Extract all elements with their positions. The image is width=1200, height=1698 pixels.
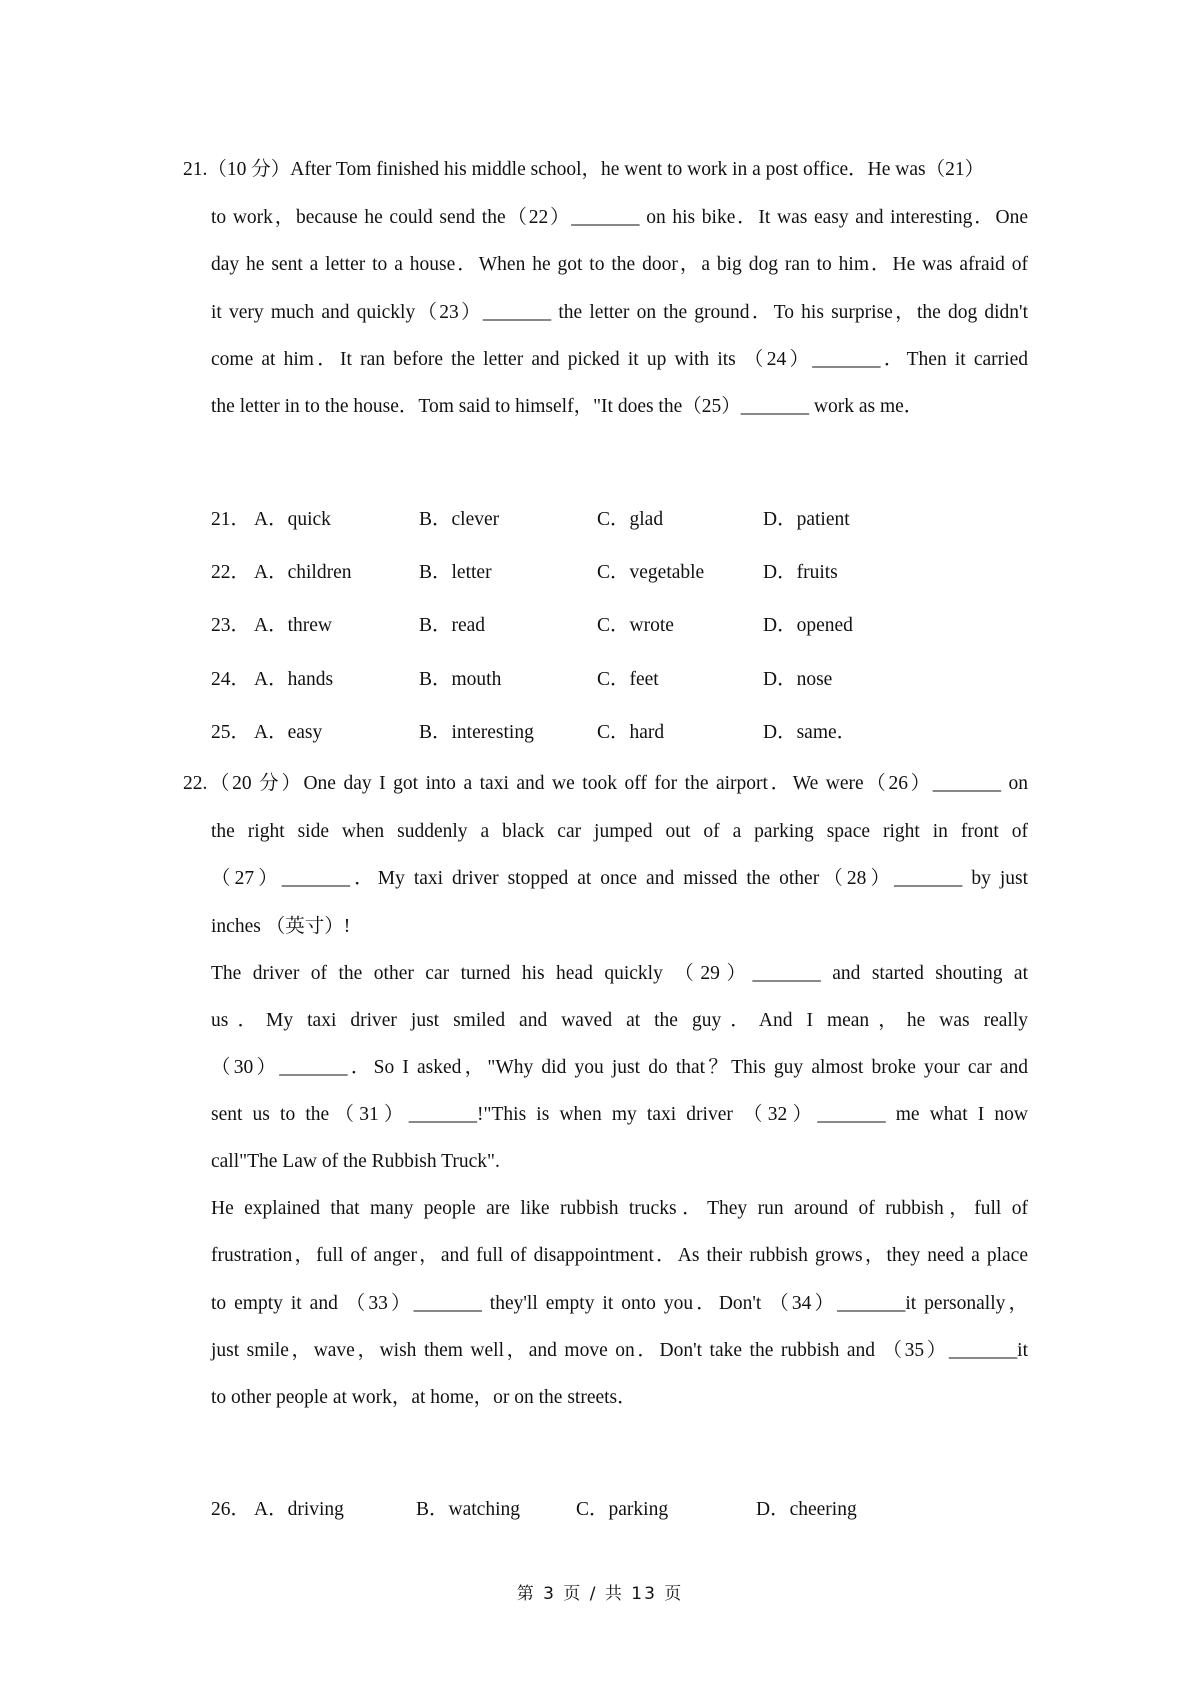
- option-d: D．opened: [763, 615, 853, 636]
- option-b: B．mouth: [419, 669, 502, 690]
- option-a: A．driving: [254, 1499, 344, 1520]
- passage-line: the letter in to the house．Tom said to himself，"It does the（25）_______ work as me．: [211, 396, 924, 417]
- option-c: C．vegetable: [597, 562, 705, 583]
- option-a: A．threw: [254, 615, 332, 636]
- passage-line: day he sent a letter to a house．When he got to the door，a big dog ran to him．He was afraid of: [211, 254, 1028, 275]
- option-b: B．clever: [419, 509, 500, 530]
- option-number: 22．: [211, 562, 251, 583]
- option-number: 24．: [211, 669, 251, 690]
- option-a: A．easy: [254, 722, 323, 743]
- option-number: 23．: [211, 615, 251, 636]
- passage-line: He explained that many people are like rubbish trucks．They run around of rubbish，full of: [211, 1198, 1028, 1219]
- option-c: C．feet: [597, 669, 659, 690]
- passage-line: to work，because he could send the（22）_______ on his bike．It was easy and interesting．One: [211, 207, 1028, 228]
- option-a: A．quick: [254, 509, 331, 530]
- option-b: B．watching: [416, 1499, 520, 1520]
- passage-line: （27）_______．My taxi driver stopped at once and missed the other（28）_______ by just: [211, 868, 1028, 889]
- passage-line: the right side when suddenly a black car jumped out of a parking space right in front of: [211, 821, 1028, 842]
- passage-line: （30）_______．So I asked，"Why did you just do that？This guy almost broke your car and: [211, 1057, 1028, 1078]
- passage-line: to empty it and （33）_______ they'll empty it onto you．Don't （34）_______it personally，: [211, 1293, 1028, 1314]
- option-d: D．patient: [763, 509, 850, 530]
- passage-line: just smile，wave，wish them well，and move on．Don't take the rubbish and （35）_______it: [211, 1340, 1028, 1361]
- option-c: C．parking: [576, 1499, 669, 1520]
- passage-line: us．My taxi driver just smiled and waved at the guy．And I mean，he was really: [211, 1010, 1028, 1031]
- option-b: B．letter: [419, 562, 492, 583]
- passage-line: to other people at work，at home，or on the streets．: [211, 1387, 637, 1408]
- option-b: B．read: [419, 615, 486, 636]
- passage-line: inches （英寸）!: [211, 916, 351, 937]
- option-c: C．glad: [597, 509, 664, 530]
- passage-line: call"The Law of the Rubbish Truck".: [211, 1151, 500, 1172]
- passage-line: come at him．It ran before the letter and picked it up with its （24）_______．Then it carried: [211, 349, 1028, 370]
- option-a: A．hands: [254, 669, 334, 690]
- option-d: D．same．: [763, 722, 857, 743]
- option-c: C．wrote: [597, 615, 674, 636]
- option-number: 26．: [211, 1499, 251, 1520]
- option-d: D．cheering: [756, 1499, 857, 1520]
- option-number: 25．: [211, 722, 251, 743]
- option-d: D．fruits: [763, 562, 838, 583]
- option-d: D．nose: [763, 669, 833, 690]
- option-b: B．interesting: [419, 722, 534, 743]
- question-21-heading: 21.（10 分）After Tom finished his middle school，he went to work in a post office．He was（21）: [183, 159, 985, 180]
- passage-line: it very much and quickly（23）_______ the letter on the ground．To his surprise，the dog didn't: [211, 302, 1028, 323]
- question-22-heading: 22.（20 分）One day I got into a taxi and we took off for the airport．We were（26）_______ on: [183, 773, 1028, 794]
- option-a: A．children: [254, 562, 352, 583]
- passage-line: frustration，full of anger，and full of disappointment．As their rubbish grows，they need a place: [211, 1245, 1028, 1266]
- page-number-footer: 第 3 页 / 共 13 页: [516, 1584, 684, 1604]
- passage-line: sent us to the（31）_______!"This is when my taxi driver （32）_______ me what I now: [211, 1104, 1028, 1125]
- option-number: 21．: [211, 509, 251, 530]
- option-c: C．hard: [597, 722, 665, 743]
- passage-line: The driver of the other car turned his head quickly （29）_______ and started shouting at: [211, 963, 1028, 984]
